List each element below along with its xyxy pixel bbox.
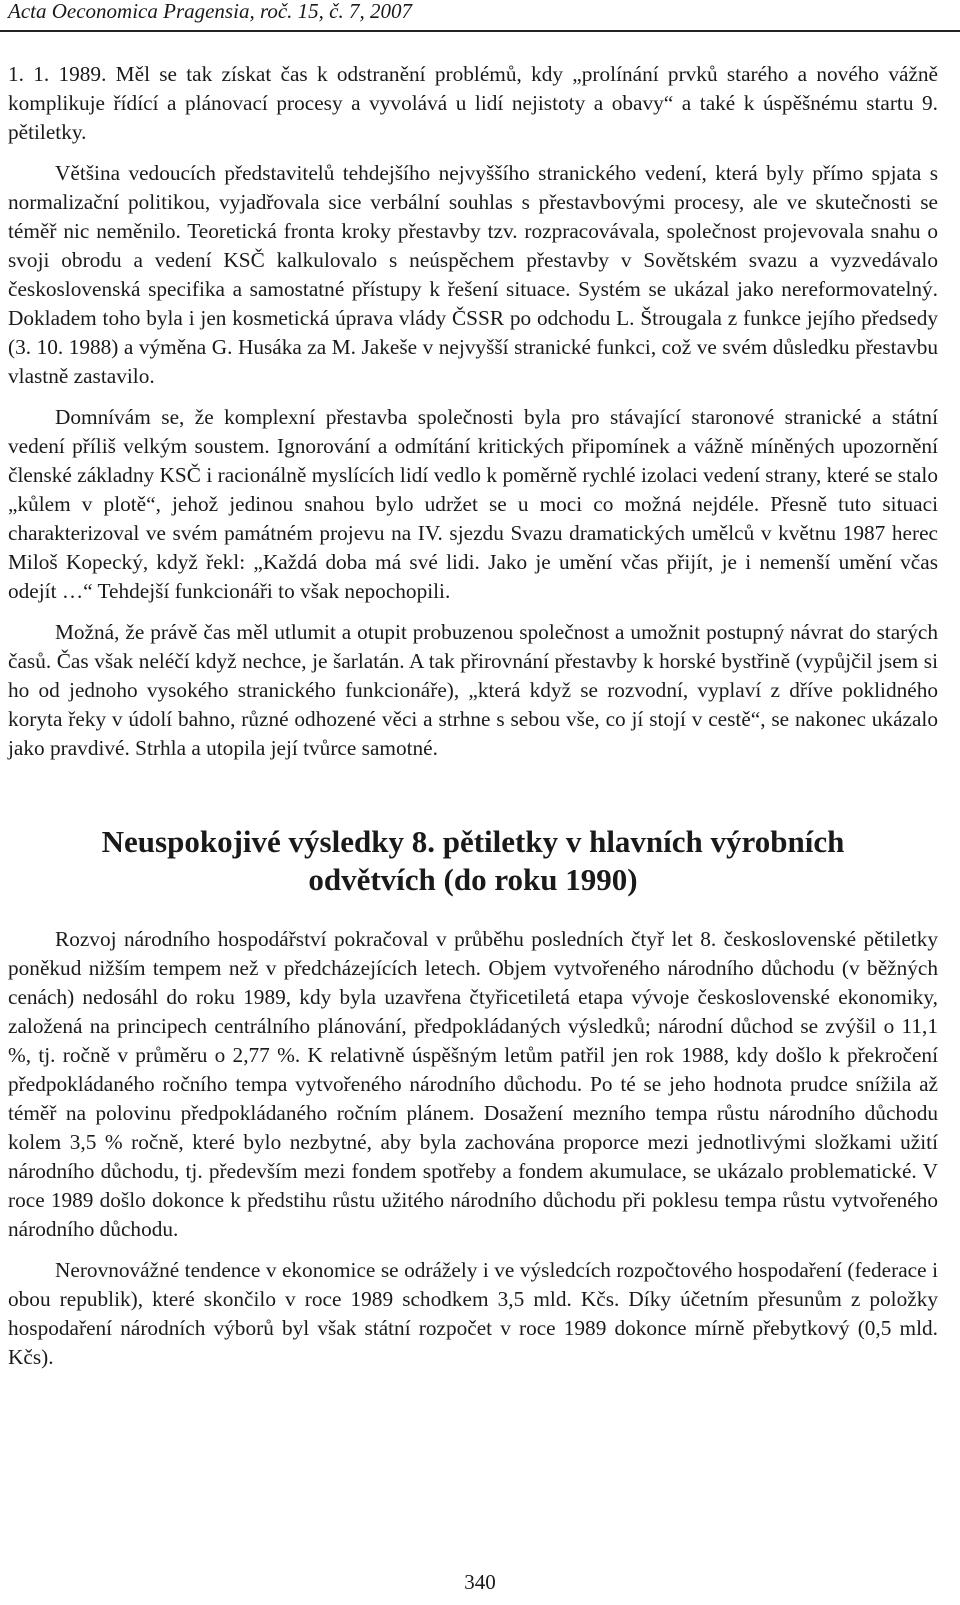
- section-heading: [8, 823, 938, 899]
- paragraph-continuation: 1. 1. 1989. Měl se tak získat čas k odstranění problémů, kdy „prolínání prvků starého a nového vážně komplikuje řídící a plánovací procesy a vyvolává u lidí nejistoty a obavy“ a také k úspěšnému startu 9. pětiletky.: [8, 62, 938, 144]
- running-header: Acta Oeconomica Pragensia, roč. 15, č. 7, 2007: [8, 0, 412, 23]
- paragraph: Nerovnovážné tendence v ekonomice se odrážely i ve výsledcích rozpočtového hospodaření (federace i obou republik), které skončilo v roce 1989 schodkem 3,5 mld. Kčs. Díky účetním přesunům z položky hospodaření národních výborů byl však státní rozpočet v roce 1989 dokonce mírně přebytkový (0,5 mld. Kčs).: [8, 1258, 938, 1369]
- paragraph: Domnívám se, že komplexní přestavba společnosti byla pro stávající staronové stranické a státní vedení příliš velkým soustem. Ignorování a odmítání kritických připomínek a vážně míněných upozornění členské základny KSČ i racionálně myslících lidí vedlo k poměrně rychlé izolaci vedení strany, které se stalo „kůlem v plotě“, jehož jedinou snahou bylo udržet se u moci co možná nejdéle. Přesně tuto situaci charakterizoval ve svém památném projevu na IV. sjezdu Svazu dramatických umělců v květnu 1987 herec Miloš Kopecký, když řekl: „Každá doba má své lidi. Jako je umění včas přijít, je i nemenší umění včas odejít …“ Tehdejší funkcionáři to však nepochopili.: [8, 405, 938, 603]
- section-heading-line-2: odvětvích (do roku 1990): [308, 862, 638, 897]
- section-heading-line-1: Neuspokojivé výsledky 8. pětiletky v hlavních výrobních: [101, 824, 845, 859]
- header-rule: [0, 30, 960, 32]
- paragraph: Většina vedoucích představitelů tehdejšího nejvyššího stranického vedení, která byly přímo spjata s normalizační politikou, vyjadřovala sice verbální souhlas s přestavbovými procesy, ale ve skutečnosti se téměř nic neměnilo. Teoretická fronta kroky přestavby tzv. rozpracovávala, společnost projevovala snahu o svoji obrodu a vedení KSČ kalkulovalo s neúspěchem přestavby v Sovětském svazu a vyzvedávalo československá specifika a samostatné přístupy k řešení situace. Systém se ukázal jako nereformovatelný. Dokladem toho byla i jen kosmetická úprava vlády ČSSR po odchodu L. Štrougala z funkce jejího předsedy (3. 10. 1988) a výměna G. Husáka za M. Jakeše v nejvyšší stranické funkci, což ve svém důsledku přestavbu vlastně zastavilo.: [8, 161, 938, 388]
- paragraph: Možná, že právě čas měl utlumit a otupit probuzenou společnost a umožnit postupný návrat do starých časů. Čas však neléčí když nechce, je šarlatán. A tak přirovnání přestavby k horské bystřině (vypůjčil jsem si ho od jednoho vysokého stranického funkcionáře), „která když se rozvodní, vyplaví z dříve poklidného koryta řeky v údolí bahno, různé odhozené věci a strhne s sebou vše, co jí stojí v cestě“, se nakonec ukázalo jako pravdivé. Strhla a utopila její tvůrce samotné.: [8, 620, 938, 760]
- article-body: [8, 60, 938, 1372]
- paragraph: Rozvoj národního hospodářství pokračoval v průběhu posledních čtyř let 8. československé pětiletky poněkud nižším tempem než v předcházejících letech. Objem vytvořeného národního důchodu (v běžných cenách) nedosáhl do roku 1989, kdy byla uzavřena čtyřicetiletá etapa vývoje československé ekonomiky, založená na principech centrálního plánování, předpokládaných výsledků; národní důchod se zvýšil o 11,1 %, tj. ročně v průměru o 2,77 %. K relativně úspěšným letům patřil jen rok 1988, kdy došlo k překročení předpokládaného ročního tempa vytvořeného národního důchodu. Po té se jeho hodnota prudce snížila až téměř na polovinu předpokládaného ročním plánem. Dosažení mezního tempa růstu národního důchodu kolem 3,5 % ročně, které bylo nezbytné, aby byla zachována proporce mezi jednotlivými složkami užití národního důchodu, tj. především mezi fondem spotřeby a fondem akumulace, se ukázalo problematické. V roce 1989 došlo dokonce k předstihu růstu užitého národního důchodu při poklesu tempa růstu vytvořeného národního důchodu.: [8, 927, 938, 1241]
- page-number: 340: [464, 1570, 496, 1594]
